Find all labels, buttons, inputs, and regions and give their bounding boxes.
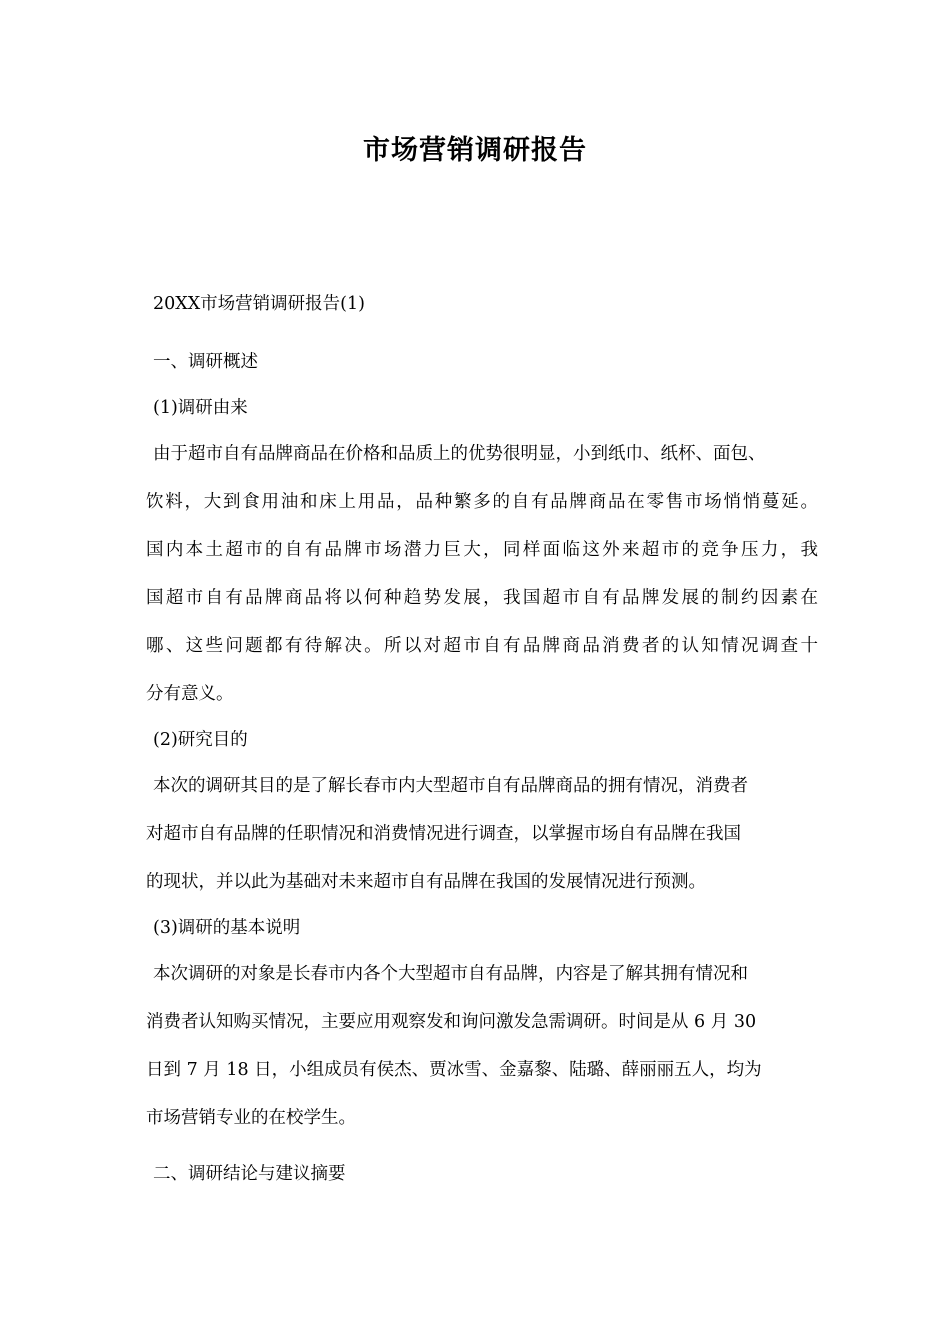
subsection-heading-purpose: (2)研究目的: [153, 730, 248, 750]
paragraph-line: 消费者认知购买情况，主要应用观察发和询问激发急需调研。时间是从 6 月 30: [146, 1012, 757, 1032]
section-heading-overview: 一、调研概述: [153, 352, 258, 372]
paragraph-line: 哪、这些问题都有待解决。所以对超市自有品牌商品消费者的认知情况调查十: [146, 636, 818, 656]
document-title: 市场营销调研报告: [363, 135, 587, 166]
paragraph-line: 的现状，并以此为基础对未来超市自有品牌在我国的发展情况进行预测。: [146, 872, 706, 892]
subsection-heading-origin: (1)调研由来: [153, 398, 248, 418]
paragraph-line: 国超市自有品牌商品将以何种趋势发展，我国超市自有品牌发展的制约因素在: [146, 588, 818, 608]
report-subtitle: 20XX市场营销调研报告(1): [153, 294, 365, 314]
section-heading-conclusions: 二、调研结论与建议摘要: [153, 1164, 346, 1184]
document-body: [146, 287, 826, 1191]
paragraph-basics: [146, 957, 826, 1135]
paragraph-line: 由于超市自有品牌商品在价格和品质上的优势很明显，小到纸巾、纸杯、面包、: [153, 444, 766, 464]
paragraph-line: 分有意义。: [146, 684, 234, 704]
paragraph-line: 本次的调研其目的是了解长春市内大型超市自有品牌商品的拥有情况，消费者: [153, 776, 748, 796]
paragraph-line: 国内本土超市的自有品牌市场潜力巨大，同样面临这外来超市的竞争压力，我: [146, 540, 818, 560]
paragraph-line: 日到 7 月 18 日，小组成员有侯杰、贾冰雪、金嘉黎、陆璐、薛丽丽五人，均为: [146, 1060, 762, 1080]
paragraph-line: 本次调研的对象是长春市内各个大型超市自有品牌，内容是了解其拥有情况和: [153, 964, 748, 984]
paragraph-line: 市场营销专业的在校学生。: [146, 1108, 356, 1128]
paragraph-line: 对超市自有品牌的任职情况和消费情况进行调查，以掌握市场自有品牌在我国: [146, 824, 741, 844]
subsection-heading-basics: (3)调研的基本说明: [153, 918, 301, 938]
paragraph-line: 饮料，大到食用油和床上用品，品种繁多的自有品牌商品在零售市场悄悄蔓延。: [146, 492, 818, 512]
paragraph-origin: [146, 437, 826, 711]
paragraph-purpose: [146, 769, 826, 899]
